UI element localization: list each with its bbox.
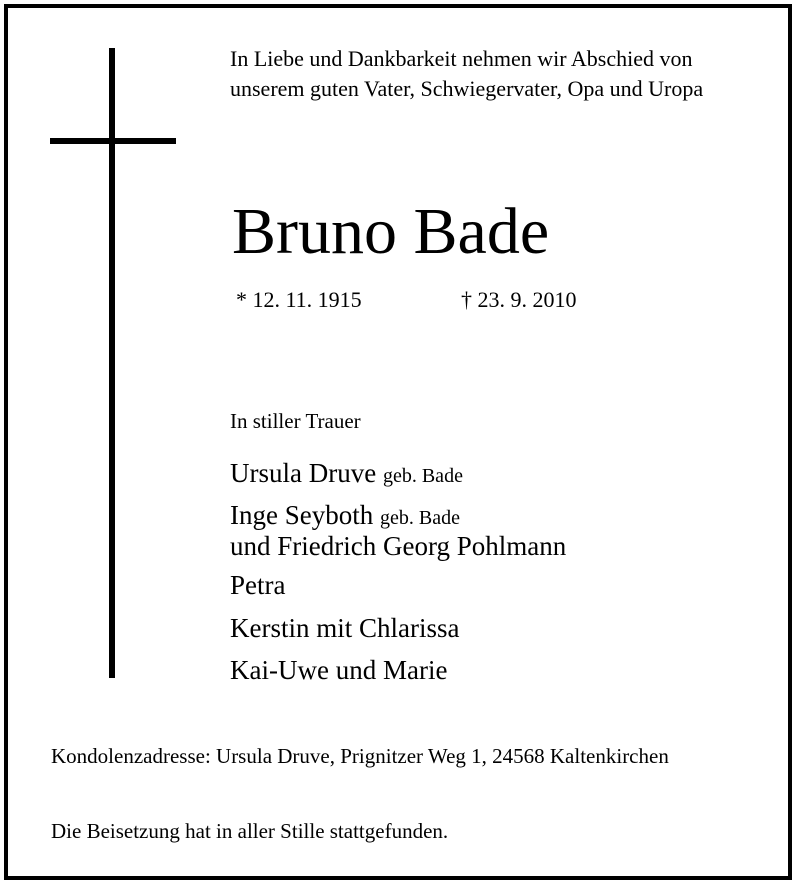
family-member xyxy=(230,456,463,493)
cross-icon-horizontal-bar xyxy=(50,138,176,144)
intro-line-2: unserem guten Vater, Schwiegervater, Opa und Uropa xyxy=(230,76,704,101)
mourning-label: In stiller Trauer xyxy=(230,409,361,433)
family-member-maiden-name: geb. Bade xyxy=(379,507,460,529)
family-member xyxy=(230,653,447,687)
family-member-maiden-name: geb. Bade xyxy=(382,465,463,487)
family-member-name: und Friedrich Georg Pohlmann xyxy=(230,531,567,561)
deceased-name: Bruno Bade xyxy=(232,195,550,268)
family-member-name: Petra xyxy=(230,570,286,600)
family-member xyxy=(230,568,285,602)
family-member-name: Kerstin mit Chlarissa xyxy=(230,613,460,643)
death-date: † 23. 9. 2010 xyxy=(461,287,577,312)
intro-line-1: In Liebe und Dankbarkeit nehmen wir Abschied von xyxy=(230,46,693,71)
intro-text xyxy=(230,44,770,104)
birth-date: * 12. 11. 1915 xyxy=(236,287,362,312)
family-member-name: Ursula Druve xyxy=(230,458,377,488)
burial-note: Die Beisetzung hat in aller Stille stattgefunden. xyxy=(51,819,449,843)
family-member xyxy=(230,529,566,563)
family-member-name: Inge Seyboth xyxy=(230,500,374,530)
condolence-address: Kondolenzadresse: Ursula Druve, Prignitzer Weg 1, 24568 Kaltenkirchen xyxy=(51,744,669,768)
family-member xyxy=(230,611,459,645)
family-member-name: Kai-Uwe und Marie xyxy=(230,655,448,685)
